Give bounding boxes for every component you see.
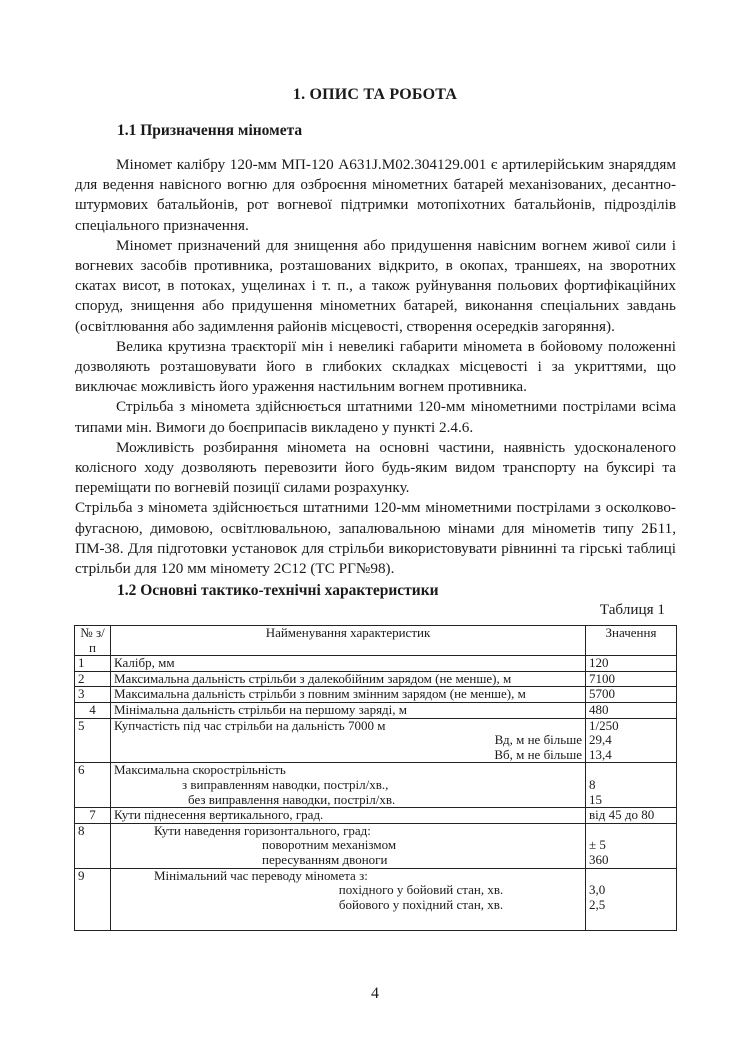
row-num: 4 [75, 702, 111, 718]
row-num: 6 [75, 763, 111, 808]
table-caption: Таблиця 1 [599, 601, 665, 618]
header-num: № з/п [75, 626, 111, 656]
row-sub-value: ± 5 [589, 837, 606, 853]
table-row [75, 718, 677, 763]
row-sub-label: поворотним механізмом [262, 837, 397, 853]
page-number: 4 [371, 985, 379, 1002]
specifications-table [74, 625, 677, 931]
table-row [75, 656, 677, 672]
row-sub-label: Вб, м не більше [494, 746, 582, 762]
row-name: Максимальна дальність стрільби з далекобійним зарядом (не менше), м [111, 671, 586, 687]
paragraph: Міномет призначений для знищення або придушення навісним вогнем живої сили і вогневих засобів противника, розташованих відкрито, в окопах, траншеях, на зворотних скатах висот, в потоках, ущелинах і т. п., а також руйнування польових фортифікаційних споруд, знищення або придушення мінометних батарей, виконання спеціальних завдань (освітлювання або задимлення районів місцевості, створення осередків загоряння). [75, 236, 676, 335]
row-num: 1 [75, 656, 111, 672]
row-sub-value: 15 [589, 791, 602, 807]
paragraph: Велика крутизна траєкторії мін і невеликі габарити міномета в бойовому положенні дозволяють розташовувати його в глибоких складках місцевості і за укриттями, що виключає можливість його ураження настильним вогнем противника. [75, 337, 676, 396]
row-value [586, 718, 677, 763]
row-num: 3 [75, 687, 111, 703]
table-header-row [75, 626, 677, 656]
row-value [586, 823, 677, 868]
row-name: Кути піднесення вертикального, град. [111, 808, 586, 824]
paragraph: Міномет калібру 120-мм МП-120 А631J.М02.304129.001 є артилерійським знаряддям для ведення навісного вогню для озброєння мінометних батарей механізованих, десантно-штурмових батальйонів, рот вогневої підтримки мотопіхотних батальйонів, підрозділів спеціального призначення. [75, 156, 676, 234]
row-value: 5700 [586, 687, 677, 703]
page-title: 1. ОПИС ТА РОБОТА [292, 86, 458, 103]
row-sub-label: пересуванням двоноги [262, 851, 388, 867]
table-row [75, 868, 677, 930]
row-value-main: 1/250 [589, 717, 619, 733]
paragraph: Можливість розбирання міномета на основні частини, наявність удосконаленого колісного ходу дозволяють перевозити його будь-яким видом транспорту на буксирі та переміщати по вогневій позиції силами розрахунку. [75, 438, 676, 497]
row-sub-value: 3,0 [589, 882, 606, 898]
row-name-main: Максимальна скорострільність [114, 762, 286, 778]
row-name-main: Купчастість під час стрільби на дальність 7000 м [114, 717, 386, 733]
row-sub-label: бойового у похідний стан, хв. [338, 896, 504, 912]
row-num: 8 [75, 823, 111, 868]
header-value: Значення [586, 626, 677, 656]
table-row [75, 671, 677, 687]
header-name: Найменування характеристик [111, 626, 586, 656]
row-sub-value: 2,5 [589, 896, 606, 912]
row-sub-value: 13,4 [589, 746, 612, 762]
row-value: 480 [586, 702, 677, 718]
table-row [75, 808, 677, 824]
row-value [586, 763, 677, 808]
row-sub-value: 8 [589, 776, 596, 792]
row-name [111, 823, 586, 868]
row-value: від 45 до 80 [586, 808, 677, 824]
row-sub-label: без виправлення наводки, постріл/хв. [188, 791, 396, 807]
paragraph: Стрільба з міномета здійснюється штатними 120-мм мінометними пострілами всіма типами мін. Вимоги до боєприпасів викладено у пункті 2.4.6. [75, 398, 676, 436]
row-value: 120 [586, 656, 677, 672]
row-sub-label: з виправленням наводки, постріл/хв., [182, 776, 389, 792]
row-value [586, 868, 677, 930]
table-row [75, 687, 677, 703]
row-name-main: Мінімальний час переводу міномета з: [154, 867, 368, 883]
row-name: Мінімальна дальність стрільби на першому заряді, м [111, 702, 586, 718]
row-sub-label: Вд, м не більше [494, 732, 582, 748]
row-sub-label: похідного у бойовий стан, хв. [338, 882, 504, 898]
row-value: 7100 [586, 671, 677, 687]
section-heading-1-1: 1.1 Призначення міномета [117, 122, 303, 139]
row-sub-value: 29,4 [589, 732, 612, 748]
row-num: 9 [75, 868, 111, 930]
row-name [111, 718, 586, 763]
section-heading-1-2: 1.2 Основні тактико-технічні характеристики [117, 582, 439, 599]
row-name [111, 763, 586, 808]
row-name-main: Кути наведення горизонтального, град: [154, 822, 371, 838]
table-row [75, 823, 677, 868]
row-name: Максимальна дальність стрільби з повним змінним зарядом (не менше), м [111, 687, 586, 703]
row-name [111, 868, 586, 930]
table-row [75, 702, 677, 718]
row-num: 5 [75, 718, 111, 763]
row-num: 7 [75, 808, 111, 824]
body-text [75, 155, 676, 579]
row-name: Калібр, мм [111, 656, 586, 672]
table-row [75, 763, 677, 808]
row-sub-value: 360 [589, 851, 609, 867]
row-num: 2 [75, 671, 111, 687]
paragraph: Стрільба з міномета здійснюється штатними 120-мм мінометними пострілами з осколково-фугасною, димовою, освітлювальною, запалювальною мінами для мінометів типу 2Б11, ПМ-38. Для підготовки установок для стрільби використовувати рівнинні та гірські таблиці стрільби для 120 мм міномету 2С12 (ТС РГ№98). [75, 499, 676, 578]
